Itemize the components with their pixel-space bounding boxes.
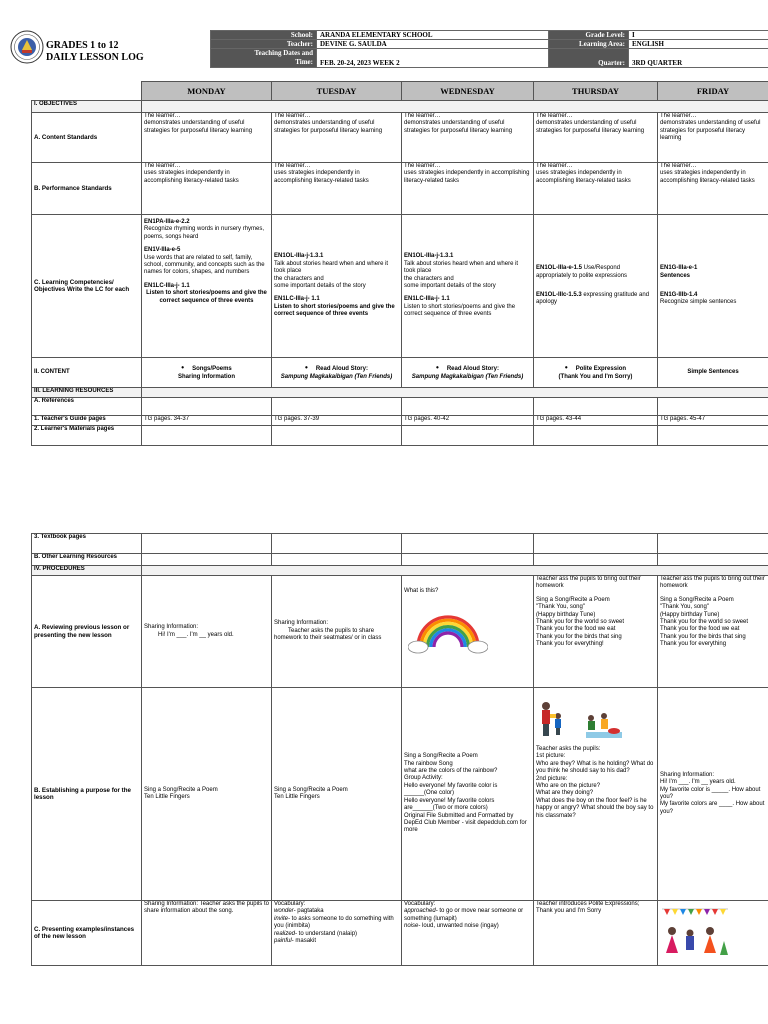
purpose-text: Hello everyone! My favorite colors are______(Two or more colors) [404, 797, 495, 812]
review-text: (Happy birthday Tune) [536, 611, 596, 618]
ps-fri [658, 163, 768, 215]
dates-value: FEB. 20-24, 2023 WEEK 2 [317, 49, 549, 68]
purpose-text: What does the boy on the floor feel? is he happy or angry? What should the boy say to his classmate? [536, 797, 654, 819]
ps-learner: The learner… [536, 163, 573, 169]
purpose-text: Sing a Song/Recite a Poem [144, 786, 218, 793]
tg-thu: TG pages. 43-44 [534, 416, 658, 426]
content-mon [142, 358, 272, 388]
ps-text: uses strategies independently in accomplishing literacy-related tasks [144, 170, 239, 184]
content-tue [272, 358, 402, 388]
tg-tue: TG pages. 37-39 [272, 416, 402, 426]
ps-learner: The learner… [144, 163, 181, 169]
cs-text: demonstrates understanding of useful strategies for purposeful literacy learning [144, 120, 253, 134]
presenting-row [32, 901, 768, 966]
vocab-word: wonder- [274, 908, 296, 915]
lc-code: EN1PA-IIIa-e-2.2 [144, 219, 190, 225]
header-info-table [210, 30, 768, 68]
ps-learner: The learner… [404, 163, 441, 169]
purpose-text: The rainbow Song [404, 760, 453, 767]
lc-code: EN1V-IIIa-e-5 [144, 247, 181, 254]
review-text: Teacher ass the pupils to bring out their homework [660, 576, 765, 590]
ps-mon [142, 163, 272, 215]
ps-learner: The learner… [274, 163, 311, 169]
vocab-meaning: to go or move near someone or something (lumapit) [404, 908, 524, 922]
ps-tue [272, 163, 402, 215]
review-fri [658, 576, 768, 688]
purpose-text: Ten Little Fingers [274, 794, 320, 800]
review-text: Sharing Information: [144, 624, 199, 631]
lc-text: Use words that are related to self, family, school, community, and concepts such as the names for colors, shapes, and numbers [144, 254, 265, 276]
lc-code: EN1OL-IIIc-1.5.3 [536, 292, 582, 298]
lm-row [32, 426, 768, 446]
purpose-text: Sharing Information: [660, 771, 715, 778]
lc-code: EN1OL-IIIa-j-1.3.1 [274, 253, 324, 260]
content-standards-label: A. Content Standards [32, 113, 142, 163]
purpose-text: 2nd picture: [536, 775, 568, 782]
area-label: Learning Area: [549, 40, 629, 49]
content-thu [534, 358, 658, 388]
resources-label: III. LEARNING RESOURCES [32, 388, 142, 398]
lc-fri [658, 215, 768, 358]
lc-text: some important details of the story [404, 283, 496, 289]
purpose-text: Hello everyone! My favorite color is ______(One color) [404, 782, 498, 797]
purpose-label: B. Establishing a purpose for the lesson [32, 688, 142, 901]
purpose-fri [658, 688, 768, 901]
presenting-label: C. Presenting examples/instances of the new lesson [32, 901, 142, 966]
review-text: Thank you for the birds that sing [536, 633, 622, 640]
review-text: "Thank You, song" [536, 604, 585, 611]
review-mon [142, 576, 272, 688]
purpose-text: Who are on the picture? [536, 783, 601, 790]
content-row [32, 358, 768, 388]
purpose-thu [534, 688, 658, 901]
dates-label [211, 49, 317, 68]
tg-label: 1. Teacher's Guide pages [32, 416, 142, 426]
review-tue [272, 576, 402, 688]
lc-text: Listen to short stories/poems and give the correct sequence of three events [404, 303, 516, 318]
purpose-text: What are they doing? [536, 790, 594, 797]
resources-row [32, 388, 768, 398]
review-text: Thank you for the birds that sing [660, 633, 746, 640]
cs-learner: The learner… [660, 113, 697, 119]
cs-learner: The learner… [144, 113, 181, 119]
form-title-line2: DAILY LESSON LOG [46, 52, 144, 63]
purpose-text: 1st picture: [536, 753, 566, 760]
presenting-wed [402, 901, 534, 966]
purpose-text: Teacher asks the pupils: [536, 746, 601, 752]
area-value: ENGLISH [629, 40, 768, 49]
lc-code: EN1LC-IIIa-j- 1.1 [274, 296, 320, 303]
day-thursday: THURSDAY [534, 82, 658, 101]
lc-text: Sentences [660, 272, 691, 279]
other-resources-row [32, 554, 768, 566]
purpose-text: My favorite color is _____. How about you? [660, 786, 761, 800]
tg-row [32, 416, 768, 426]
content-topic: (Thank You and I'm Sorry) [558, 373, 633, 380]
cs-text: demonstrates understanding of useful strategies for purposeful literacy learning [404, 120, 513, 134]
vocab-meaning: masakit [293, 938, 317, 945]
dates-label-1: Teaching Dates and [254, 49, 313, 57]
lc-code: EN1G-IIIb-1.4 [660, 292, 698, 298]
presenting-tue [272, 901, 402, 966]
resources-span [142, 388, 768, 398]
objectives-span [142, 101, 768, 113]
ps-learner: The learner… [660, 163, 697, 169]
review-text: Hi! I'm ___. I'm __ years old. [158, 631, 234, 638]
procedures-label: IV. PROCEDURES [32, 566, 142, 576]
competencies-row [32, 215, 768, 358]
grade-value: I [629, 31, 768, 40]
purpose-text: Sing a Song/Recite a Poem [274, 786, 348, 793]
cs-mon [142, 113, 272, 163]
review-text: Sing a Song/Recite a Poem [536, 596, 610, 603]
lc-text: the characters and [274, 275, 324, 282]
teacher-value: DEVINE G. SAULDA [317, 40, 549, 49]
corner-cell [32, 82, 142, 101]
ps-wed [402, 163, 534, 215]
lc-text: Listen to short stories/poems and give the correct sequence of three events [146, 290, 267, 304]
review-text: "Thank You, song" [660, 604, 709, 611]
content-topic: • Read Aloud Story: [274, 364, 399, 373]
lc-text: the characters and [404, 275, 454, 282]
day-friday: FRIDAY [658, 82, 768, 101]
presenting-text: Teacher introduces Polite Expressions; [536, 901, 640, 907]
presenting-text: Vocabulary: [274, 901, 306, 907]
presenting-text: Thank you and I'm Sorry [536, 908, 602, 915]
performance-standards-label: B. Performance Standards [32, 163, 142, 215]
review-wed [402, 576, 534, 688]
purpose-text: Hi! I'm ___. I'm __ years old. [660, 779, 736, 786]
competencies-label: C. Learning Competencies/ Objectives Write the LC for each [32, 215, 142, 358]
school-label: School: [211, 31, 317, 40]
ps-text: uses strategies independently in accomplishing literacy-related tasks [404, 170, 530, 184]
review-row [32, 576, 768, 688]
content-topic: • Read Aloud Story: [404, 364, 531, 373]
lc-mon [142, 215, 272, 358]
content-standards-row [32, 113, 768, 163]
cs-text: demonstrates understanding of useful strategies for purposeful literacy learning [536, 120, 645, 134]
day-monday: MONDAY [142, 82, 272, 101]
school-value: ARANDA ELEMENTARY SCHOOL [317, 31, 549, 40]
purpose-text: Sing a Song/Recite a Poem [404, 753, 478, 760]
purpose-wed [402, 688, 534, 901]
cs-learner: The learner… [536, 113, 573, 119]
cs-text: demonstrates understanding of useful strategies for purposeful literacy learning [274, 120, 383, 134]
lesson-log-table-2 [31, 533, 768, 966]
review-text: (Happy birthday Tune) [660, 611, 720, 618]
procedures-span [142, 566, 768, 576]
other-resources-label: B. Other Learning Resources [32, 554, 142, 566]
cs-learner: The learner… [404, 113, 441, 119]
tg-wed: TG pages. 40-42 [402, 416, 534, 426]
lc-text: Talk about stories heard when and where it took place [404, 260, 519, 275]
grade-label: Grade Level: [549, 31, 629, 40]
presenting-mon: Sharing Information: Teacher asks the pupils to share information about the song. [142, 901, 272, 966]
fiesta-picture [660, 905, 730, 963]
lc-code: EN1OL-IIIa-e-1.5 [536, 265, 583, 272]
purpose-text: My favorite colors are ____. How about you? [660, 801, 765, 815]
review-thu [534, 576, 658, 688]
lc-tue [272, 215, 402, 358]
lc-text: expressing gratitude and apology [536, 292, 650, 306]
vocab-word: invite- [274, 915, 291, 922]
references-row [32, 398, 768, 416]
vocab-word: painful- [274, 938, 294, 945]
lc-text: Talk about stories heard when and where it took place [274, 260, 389, 275]
content-topic: Sharing Information [178, 373, 235, 380]
lc-text: Recognize rhyming words in nursery rhymes, poems, songs heard [144, 226, 265, 240]
vocab-meaning: loud, unwanted noise (ingay) [420, 923, 499, 930]
ps-thu [534, 163, 658, 215]
deped-seal-icon [10, 30, 44, 64]
review-text: Thank you for the food we eat [536, 626, 616, 633]
review-text: Thank you for everything [660, 641, 727, 648]
dates-label-2: Time: [295, 58, 313, 66]
lc-text: Listen to short stories/poems and give the correct sequence of three events [274, 303, 395, 318]
form-title-line1: GRADES 1 to 12 [46, 40, 119, 51]
purpose-text: Original File Submitted and Formatted by DepEd Club Member - visit depedclub.com for more [404, 812, 527, 834]
ps-text: uses strategies independently in accomplishing literacy-related tasks [536, 170, 631, 184]
purpose-text: Who are they? What is he holding? What do you think he should say to his dad? [536, 760, 654, 775]
review-text: Thank you for the world so sweet [660, 619, 749, 626]
review-text: What is this? [404, 588, 439, 594]
review-text: Teacher asks the pupils to share homework to their seatmates/ or in class [274, 627, 382, 642]
procedures-row [32, 566, 768, 576]
content-story: Sampung Magkakaibigan (Ten Friends) [411, 373, 524, 380]
cs-fri [658, 113, 768, 163]
day-header-row [32, 82, 768, 101]
vocab-word: approached- [404, 908, 438, 915]
lc-code: EN1LC-IIIa-j- 1.1 [404, 296, 450, 303]
objectives-row [32, 101, 768, 113]
quarter-label: Quarter: [549, 49, 629, 68]
content-topic: • Songs/Poems [144, 364, 269, 373]
review-label: A. Reviewing previous lesson or presenting the new lesson [32, 576, 142, 688]
lc-text: Use/Respond appropriately to polite expressions [536, 265, 628, 279]
review-text: Sing a Song/Recite a Poem [660, 596, 734, 603]
lc-thu [534, 215, 658, 358]
purpose-text: Ten Little Fingers [144, 794, 190, 800]
vocab-word: realized- [274, 930, 298, 937]
purpose-row [32, 688, 768, 901]
content-label: II. CONTENT [32, 358, 142, 388]
cs-wed [402, 113, 534, 163]
lc-code: EN1G-IIIa-e-1 [660, 265, 698, 272]
ps-text: uses strategies independently in accomplishing literacy-related tasks [274, 170, 369, 184]
tg-fri: TG pages. 45-47 [658, 416, 768, 426]
father-son-picture [536, 698, 626, 744]
purpose-text: Group Activity: [404, 775, 443, 782]
presenting-thu [534, 901, 658, 966]
ps-text: uses strategies independently in accomplishing literacy-related tasks [660, 170, 755, 184]
lc-code: EN1OL-IIIa-j-1.3.1 [404, 253, 454, 260]
cs-thu [534, 113, 658, 163]
review-text: Sharing Information: [274, 620, 329, 627]
presenting-text: Vocabulary: [404, 901, 436, 907]
lm-label: 2. Learner's Materials pages [32, 426, 142, 446]
purpose-mon [142, 688, 272, 901]
teacher-label: Teacher: [211, 40, 317, 49]
day-tuesday: TUESDAY [272, 82, 402, 101]
tg-mon: TG pages. 34-37 [142, 416, 272, 426]
quarter-value: 3RD QUARTER [629, 49, 768, 68]
objectives-label: I. OBJECTIVES [32, 101, 142, 113]
review-text: Thank you for the world so sweet [536, 619, 625, 626]
lc-code: EN1LC-IIIa-j- 1.1 [144, 282, 190, 289]
content-wed [402, 358, 534, 388]
purpose-tue [272, 688, 402, 901]
lc-text: some important details of the story [274, 283, 366, 289]
vocab-meaning: to understand (nalaip) [297, 930, 358, 937]
cs-learner: The learner… [274, 113, 311, 119]
vocab-meaning: pagtataka [295, 908, 324, 915]
content-topic: • Polite Expression [536, 364, 655, 373]
vocab-word: noise- [404, 923, 421, 930]
lesson-log-table-1 [31, 81, 768, 446]
references-label: A. References [32, 398, 142, 416]
vocab-meaning: to asks someone to do something with you (inimbita) [274, 915, 394, 930]
review-text: Thank you for everything! [536, 641, 604, 648]
cs-text: demonstrates understanding of useful strategies for purposeful literacy learning [660, 120, 761, 142]
review-text: Teacher ass the pupils to bring out their homework [536, 576, 641, 590]
cs-tue [272, 113, 402, 163]
rainbow-picture [408, 603, 488, 655]
content-story: Sampung Magkakaibigan (Ten Friends) [280, 373, 393, 380]
lc-wed [402, 215, 534, 358]
textbook-row [32, 534, 768, 554]
presenting-fri [658, 901, 768, 966]
textbook-label: 3. Textbook pages [32, 534, 142, 554]
lc-text: Recognize simple sentences [660, 299, 737, 306]
day-wednesday: WEDNESDAY [402, 82, 534, 101]
content-fri: Simple Sentences [658, 358, 768, 388]
purpose-text: what are the colors of the rainbow? [404, 768, 498, 775]
performance-standards-row [32, 163, 768, 215]
review-text: Thank you for the food we eat [660, 626, 740, 633]
